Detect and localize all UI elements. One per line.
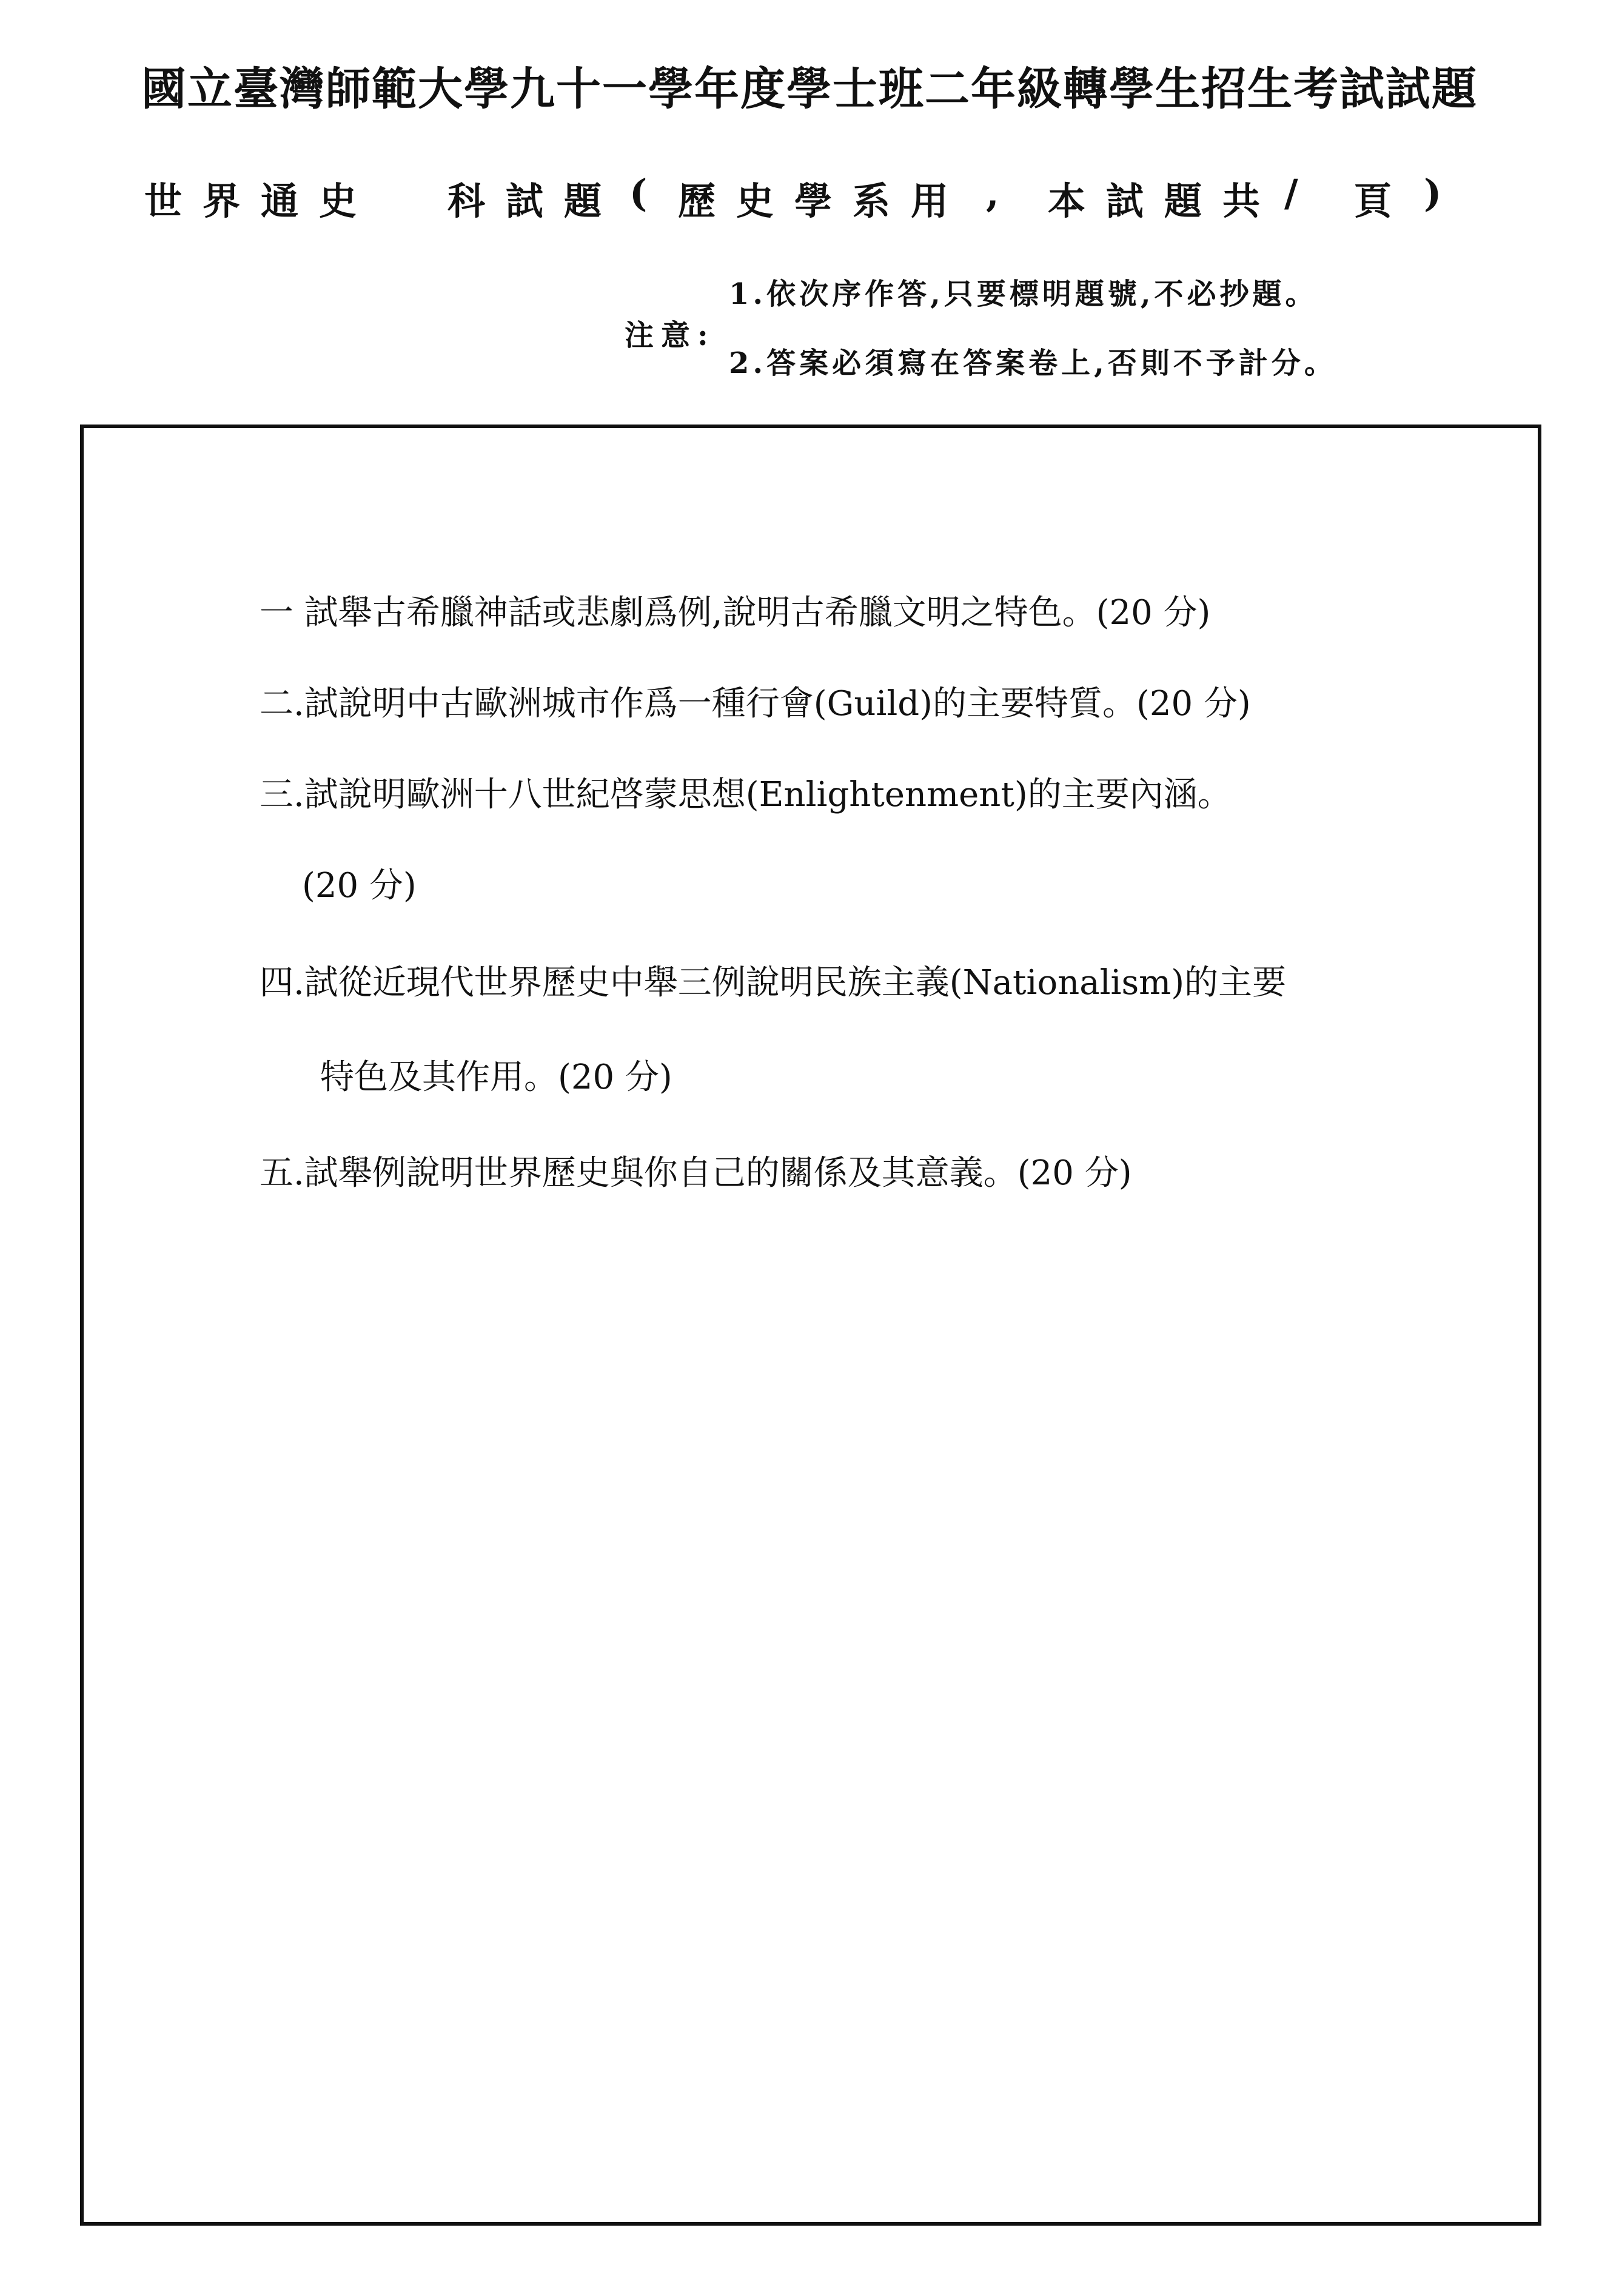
exam-title: 國立臺灣師範大學九十一學年度學士班二年級轉學生招生考試試題 <box>141 63 1478 115</box>
question-2: 二.試說明中古歐洲城市作爲一種行會(Guild)的主要特質。(20 分) <box>260 684 1251 723</box>
subtitle-comma: , <box>986 171 999 215</box>
notice-block <box>606 270 1455 392</box>
paren-close: ) <box>1424 171 1442 215</box>
page-unit: 頁 <box>1354 179 1392 223</box>
page-count: / <box>1284 171 1298 215</box>
notice-item-2: 2.答案必須寫在答案卷上,否則不予計分。 <box>729 346 1337 380</box>
question-4: 四.試從近現代世界歷史中舉三例說明民族主義(Nationalism)的主要 <box>260 963 1287 1002</box>
paren-open: ( <box>629 171 648 215</box>
notice-label: 注意: <box>625 318 716 352</box>
subject-suffix: 科試題 <box>447 179 623 223</box>
subject-name: 世界通史 <box>144 179 378 223</box>
question-5: 五.試舉例說明世界歷史與你自己的關係及其意義。(20 分) <box>260 1153 1132 1193</box>
department-name: 歷史學系用 <box>678 179 970 223</box>
page-total-label: 本試題共 <box>1048 179 1281 223</box>
question-3: 三.試說明歐洲十八世紀啓蒙思想(Enlightenment)的主要內涵。 <box>260 775 1232 814</box>
question-4-continued: 特色及其作用。(20 分) <box>320 1058 672 1097</box>
question-1: 一 試舉古希臘神話或悲劇爲例,說明古希臘文明之特色。(20 分) <box>260 593 1211 633</box>
notice-item-1: 1.依次序作答,只要標明題號,不必抄題。 <box>729 277 1318 311</box>
question-3-continued: (20 分) <box>302 866 417 905</box>
